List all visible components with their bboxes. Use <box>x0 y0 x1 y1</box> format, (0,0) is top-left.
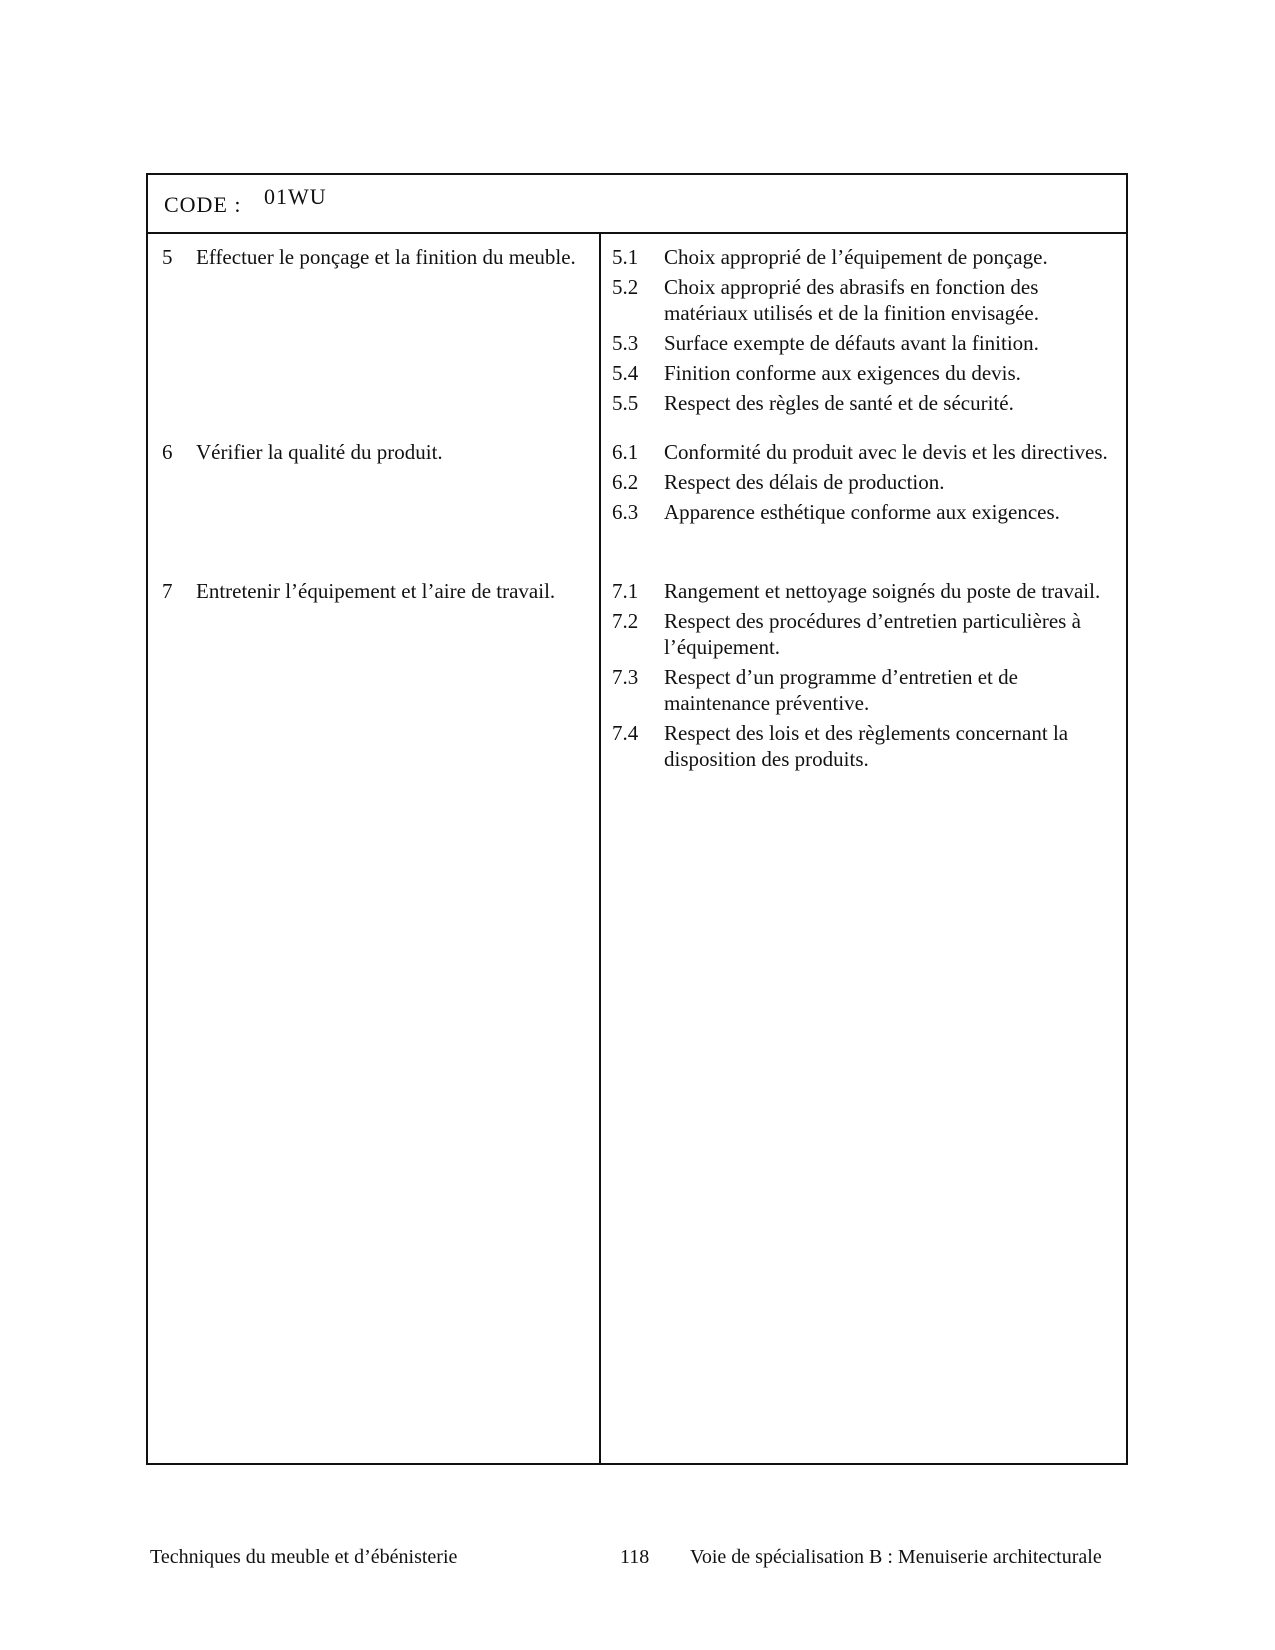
step-number: 7 <box>162 579 173 603</box>
step-text: Entretenir l’équipement et l’aire de travail. <box>196 579 556 603</box>
criterion-text: Conformité du produit avec le devis et les directives. <box>664 440 1108 464</box>
criterion-number: 5.5 <box>612 391 639 415</box>
page-number: 118 <box>620 1546 650 1568</box>
criterion-text: Surface exempte de défauts avant la finition. <box>664 331 1039 355</box>
competency-table <box>146 173 1128 1465</box>
criterion-number: 7.2 <box>612 609 639 633</box>
criterion-number: 6.1 <box>612 440 639 464</box>
criterion-number: 5.3 <box>612 331 639 355</box>
step-6 <box>162 439 582 465</box>
criterion-text: Apparence esthétique conforme aux exigences. <box>664 500 1060 524</box>
criterion-number: 5.2 <box>612 275 639 299</box>
criterion <box>612 244 1122 270</box>
criteria-group-7 <box>612 578 1122 776</box>
criterion-text: Choix approprié de l’équipement de ponçage. <box>664 245 1048 269</box>
criterion-text: Finition conforme aux exigences du devis. <box>664 361 1021 385</box>
criterion-number: 5.1 <box>612 245 639 269</box>
footer-specialization: Voie de spécialisation B : Menuiserie architecturale <box>690 1546 1102 1568</box>
criteria-group-5 <box>612 244 1122 420</box>
criterion-text: Respect des règles de santé et de sécurité. <box>664 391 1014 415</box>
criterion-number: 7.3 <box>612 665 639 689</box>
criterion-number: 6.3 <box>612 500 639 524</box>
criterion-number: 7.4 <box>612 721 639 745</box>
criterion <box>612 664 1122 716</box>
step-number: 5 <box>162 245 173 269</box>
step-text: Vérifier la qualité du produit. <box>196 440 443 464</box>
criteria-group-6 <box>612 439 1122 529</box>
criterion-text: Respect d’un programme d’entretien et de maintenance préventive. <box>664 665 1018 715</box>
criterion-number: 5.4 <box>612 361 639 385</box>
code-label: CODE : <box>164 192 242 217</box>
criterion <box>612 499 1122 525</box>
column-divider <box>599 232 601 1463</box>
criterion-text: Choix approprié des abrasifs en fonction des matériaux utilisés et de la finition envisagée. <box>664 275 1039 325</box>
footer-program-title: Techniques du meuble et d’ébénisterie <box>150 1546 458 1568</box>
criterion <box>612 439 1122 465</box>
criterion <box>612 390 1122 416</box>
criterion-text: Rangement et nettoyage soignés du poste de travail. <box>664 579 1101 603</box>
step-text: Effectuer le ponçage et la finition du meuble. <box>196 245 576 269</box>
criterion <box>612 360 1122 386</box>
criterion <box>612 469 1122 495</box>
criterion-number: 7.1 <box>612 579 639 603</box>
criterion-text: Respect des délais de production. <box>664 470 945 494</box>
criterion-number: 6.2 <box>612 470 639 494</box>
code-value: 01WU <box>264 184 327 209</box>
criterion <box>612 720 1122 772</box>
criterion <box>612 330 1122 356</box>
criterion <box>612 274 1122 326</box>
step-5 <box>162 244 582 270</box>
criterion <box>612 578 1122 604</box>
criterion-text: Respect des lois et des règlements concernant la disposition des produits. <box>664 721 1069 771</box>
step-7 <box>162 578 582 604</box>
code-row <box>148 175 1126 234</box>
criterion-text: Respect des procédures d’entretien particulières à l’équipement. <box>664 609 1081 659</box>
criterion <box>612 608 1122 660</box>
step-number: 6 <box>162 440 173 464</box>
